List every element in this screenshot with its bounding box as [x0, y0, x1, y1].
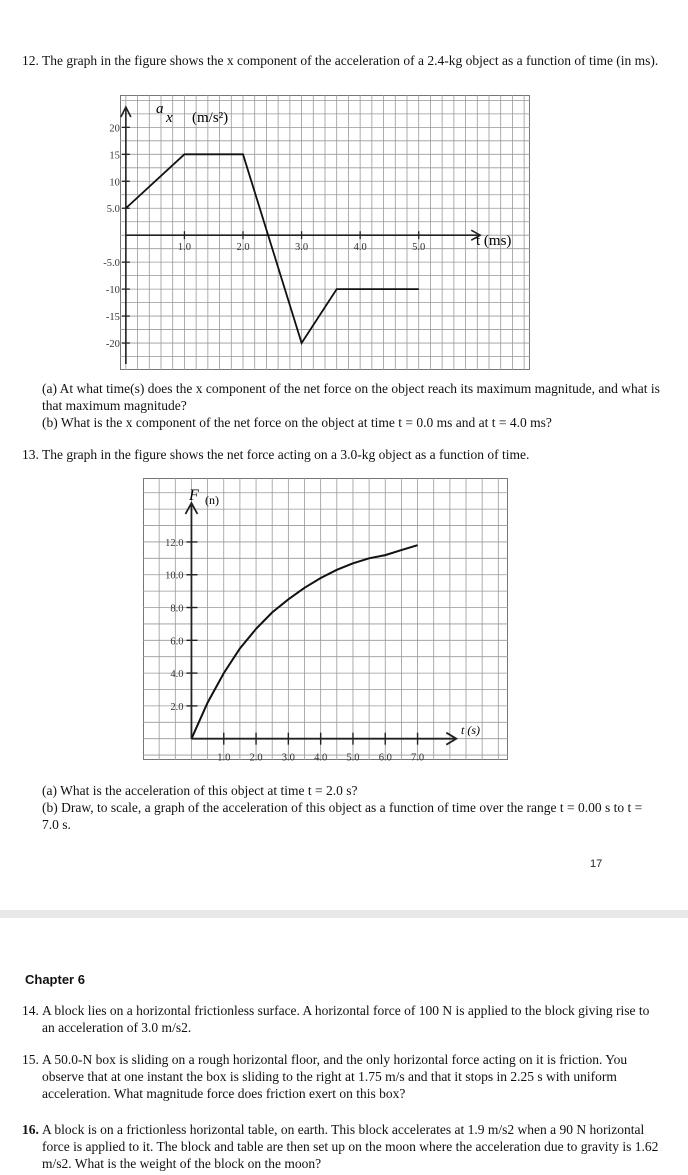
q14-block — [22, 1002, 662, 1036]
y-tick-label: 12.0 — [165, 537, 184, 549]
q13-part-b: (b) Draw, to scale, a graph of the acceleration of this object as a function of time over the range t = 0.00 s to t = 7.0 s. — [42, 800, 643, 832]
page-separator — [0, 910, 688, 918]
y-tick-label: 2.0 — [170, 701, 184, 713]
y-axis-unit: (m/s²) — [192, 110, 229, 126]
x-tick-label: 1.0 — [177, 242, 191, 254]
x-tick-label: 6.0 — [378, 752, 392, 764]
q16-text: A block is on a frictionless horizontal table, on earth. This block accelerates at 1.9 m/s2 when a 90 N horizontal force is applied to it. The block and table are then set up on the moon where the acceleration due to gravity is 1.62 m/s2. What is the weight of the block on the moon? — [42, 1122, 659, 1171]
y-axis-label: a — [156, 101, 164, 117]
q12-number: 12. — [22, 53, 39, 68]
q14-number: 14. — [22, 1003, 39, 1018]
q13-number: 13. — [22, 447, 39, 462]
y-tick-label: -15 — [105, 312, 120, 324]
q13-text: The graph in the figure shows the net force acting on a 3.0-kg object as a function of time. — [42, 447, 530, 462]
q13-block — [22, 446, 662, 463]
q12-block — [22, 52, 662, 69]
x-tick-label: 4.0 — [353, 242, 367, 254]
q12-part-b: (b) What is the x component of the net force on the object at time t = 0.0 ms and at t = 4.0 ms? — [42, 415, 552, 430]
force-graph — [143, 478, 511, 764]
x-tick-label: 3.0 — [281, 752, 295, 764]
y-tick-label: 5.0 — [106, 204, 120, 216]
y-axis-label: F — [189, 487, 199, 504]
page-number: 17 — [590, 858, 603, 870]
q15-text: A 50.0-N box is sliding on a rough horizontal floor, and the only horizontal force acting on it is friction. You observe that at one instant the box is sliding to the right at 1.75 m/s and that it stops in 2.25 s with uniform acceleration. What magnitude force does friction exert on this box? — [42, 1052, 628, 1101]
x-axis-label: t (ms) — [476, 233, 512, 249]
q14-text: A block lies on a horizontal frictionless surface. A horizontal force of 100 N is applied to the block giving rise to an acceleration of 3.0 m/s2. — [42, 1003, 650, 1035]
x-tick-label: 5.0 — [412, 242, 426, 254]
y-tick-label: 4.0 — [170, 669, 184, 681]
grid-lines — [120, 95, 530, 370]
y-tick-label: -20 — [105, 339, 120, 351]
axes — [121, 107, 480, 364]
y-tick-label: 8.0 — [170, 603, 184, 615]
q16-block — [22, 1121, 662, 1172]
q16-number: 16. — [22, 1122, 39, 1137]
chapter-heading: Chapter 6 — [25, 972, 85, 987]
x-tick-label: 2.0 — [249, 752, 263, 764]
page-2 — [0, 918, 688, 1175]
q13-parts — [42, 782, 662, 833]
x-tick-label: 7.0 — [410, 752, 425, 764]
q12-text: The graph in the figure shows the x component of the acceleration of a 2.4-kg object as a function of time (in ms). — [42, 53, 659, 68]
y-axis-unit: (n) — [205, 493, 219, 507]
tick-marks — [186, 542, 417, 745]
y-tick-label: 20 — [109, 123, 120, 135]
x-tick-label: 3.0 — [295, 242, 309, 254]
x-tick-label: 5.0 — [346, 752, 360, 764]
y-axis-label-subscript: x — [166, 110, 173, 126]
x-tick-label: 2.0 — [236, 242, 250, 254]
y-tick-label: -10 — [105, 285, 120, 297]
q12-parts — [42, 380, 662, 431]
grid-frame — [144, 479, 508, 760]
x-axis-label: t (s) — [461, 723, 480, 737]
y-tick-label: 15 — [109, 150, 120, 162]
q15-block — [22, 1051, 662, 1102]
y-tick-label: 10.0 — [165, 570, 184, 582]
y-tick-label: 10 — [109, 177, 120, 189]
q12-part-a: (a) At what time(s) does the x component of the net force on the object reach its maximum magnitude, and what is that maximum magnitude? — [42, 381, 660, 413]
y-tick-label: 6.0 — [170, 636, 184, 648]
acceleration-graph — [103, 95, 530, 370]
q13-part-a: (a) What is the acceleration of this object at time t = 2.0 s? — [42, 783, 358, 798]
y-tick-label: -5.0 — [103, 258, 120, 270]
x-tick-label: 4.0 — [314, 752, 328, 764]
q15-number: 15. — [22, 1052, 39, 1067]
grid-lines — [143, 478, 508, 760]
x-tick-label: 1.0 — [217, 752, 231, 764]
